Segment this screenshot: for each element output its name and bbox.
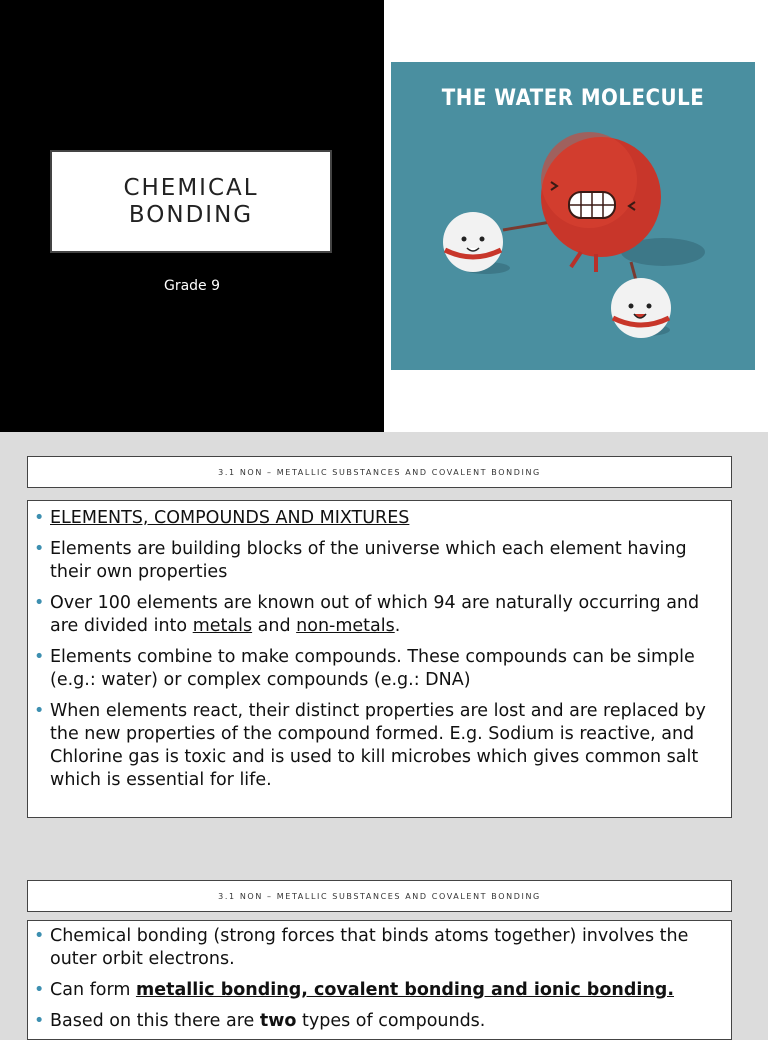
bullet-text: ELEMENTS, COMPOUNDS AND MIXTURES [50, 508, 410, 528]
bullet-item [30, 538, 721, 584]
title-box [50, 150, 332, 253]
bullet-item [30, 925, 721, 971]
bullet-item [30, 1010, 721, 1033]
bullet-text: Over 100 elements are known out of which 94 are naturally occurring and are divided into [50, 593, 700, 636]
slide-subtitle: Grade 9 [163, 278, 221, 294]
bullet-item [30, 507, 721, 530]
water-molecule-drawing [391, 62, 755, 370]
bullet-text: Elements are building blocks of the universe which each element having their own properties [50, 539, 687, 582]
bullet-item [30, 646, 721, 692]
bullet-item [30, 700, 721, 792]
slide2-header-text: 3.1 NON – METALLIC SUBSTANCES AND COVALENT BONDING [218, 467, 541, 477]
slide2-content [27, 500, 732, 818]
bullet-text: . [394, 616, 401, 636]
bullet-item [30, 592, 721, 638]
bullet-text: Chemical bonding (strong forces that binds atoms together) involves the outer orbit electrons. [50, 926, 689, 969]
slide-title: CHEMICAL BONDING [123, 174, 259, 228]
bullet-text: When elements react, their distinct properties are lost and are replaced by the new properties of the compound formed. E.g. Sodium is reactive, and Chlorine gas is toxic and is used to kill microbes which gives common salt which is essential for life. [50, 701, 706, 790]
slide3-header [27, 880, 732, 912]
title-panel [0, 0, 384, 432]
bullet-text: Can form [50, 980, 136, 1000]
slide3-header-text: 3.1 NON – METALLIC SUBSTANCES AND COVALENT BONDING [218, 891, 541, 901]
bullet-text: types of compounds. [296, 1011, 486, 1031]
slide3-content [27, 920, 732, 1040]
bullet-text: two [259, 1011, 297, 1031]
illustration-title: THE WATER MOLECULE [441, 86, 705, 111]
bullet-text: metallic bonding, covalent bonding and ionic bonding. [135, 980, 674, 1000]
slide3-bullet-list [30, 925, 721, 1033]
bullet-text: non-metals [296, 616, 395, 636]
bullet-text: and [252, 616, 297, 636]
title-slide [0, 0, 768, 432]
water-molecule-illustration [391, 62, 755, 370]
slide2-bullet-list [30, 507, 721, 792]
bullet-item [30, 979, 721, 1002]
bullet-text: Based on this there are [50, 1011, 260, 1031]
slide2-header [27, 456, 732, 488]
bullet-text: metals [192, 616, 253, 636]
bullet-text: Elements combine to make compounds. These compounds can be simple (e.g.: water) or complex compounds (e.g.: DNA) [50, 647, 695, 690]
